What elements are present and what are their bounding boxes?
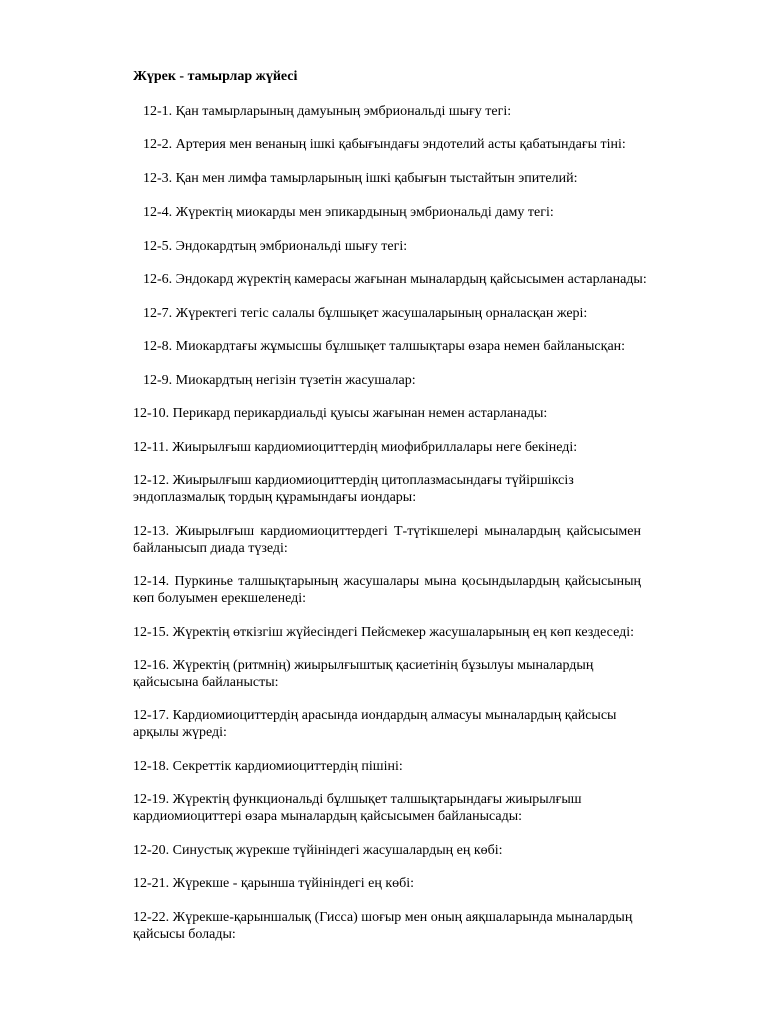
question-12-7: 12-7. Жүректегі тегіс салалы бұлшықет жасушаларының орналасқан жері:: [143, 306, 588, 321]
question-12-14: 12-14. Пуркинье талшықтарының жасушалары мына қосындылардың қайсысының көп болуымен ерекшеленеді:: [133, 574, 641, 606]
question-12-8: 12-8. Миокардтағы жұмысшы бұлшықет талшықтары өзара немен байланысқан:: [143, 339, 626, 354]
question-12-15: 12-15. Жүректің өткізгіш жүйесіндегі Пейсмекер жасушаларының ең көп кездеседі:: [133, 625, 634, 640]
question-12-10: 12-10. Перикард перикардиальді қуысы жағынан немен астарланады:: [133, 406, 548, 421]
question-12-18: 12-18. Секреттік кардиомиоциттердің пішіні:: [133, 759, 403, 774]
document-title: Жүрек - тамырлар жүйесі: [133, 69, 298, 84]
question-12-2: 12-2. Артерия мен венаның ішкі қабығындағы эндотелий асты қабатындағы тіні:: [143, 137, 626, 152]
question-12-3: 12-3. Қан мен лимфа тамырларының ішкі қабығын тыстайтын эпителий:: [143, 171, 578, 186]
question-12-12: 12-12. Жиырылғыш кардиомиоциттердің цитоплазмасындағы түйіршіксіз эндоплазмалық тордың құрамындағы иондары:: [133, 473, 574, 505]
question-12-17: 12-17. Кардиомиоциттердің арасында иондардың алмасуы мыналардың қайсысы арқылы жүреді:: [133, 708, 617, 740]
question-12-22: 12-22. Жүрекше-қарыншалық (Гисса) шоғыр мен оның аяқшаларында мыналардың қайсысы болады:: [133, 910, 633, 942]
question-12-1: 12-1. Қан тамырларының дамуының эмбриональді шығу тегі:: [143, 104, 512, 119]
question-12-9: 12-9. Миокардтың негізін түзетін жасушалар:: [143, 373, 416, 388]
question-12-20: 12-20. Синустық жүрекше түйініндегі жасушалардың ең көбі:: [133, 843, 503, 858]
question-12-6: 12-6. Эндокард жүректің камерасы жағынан мыналардың қайсысымен астарланады:: [143, 272, 647, 287]
question-12-5: 12-5. Эндокардтың эмбриональді шығу тегі:: [143, 239, 408, 254]
question-12-16: 12-16. Жүректің (ритмнің) жиырылғыштық қасиетінің бұзылуы мыналардың қайсысына байланысты:: [133, 658, 594, 690]
question-12-21: 12-21. Жүрекше - қарынша түйініндегі ең көбі:: [133, 876, 415, 891]
question-12-11: 12-11. Жиырылғыш кардиомиоциттердің миофибриллалары неге бекінеді:: [133, 440, 578, 455]
question-12-19: 12-19. Жүректің функциональді бұлшықет талшықтарындағы жиырылғыш кардиомиоциттері өзара мыналардың қайсысымен байланысады:: [133, 792, 582, 824]
question-12-4: 12-4. Жүректің миокарды мен эпикардының эмбриональді даму тегі:: [143, 205, 554, 220]
question-12-13: 12-13. Жиырылғыш кардиомиоциттердегі Т-түтікшелері мыналардың қайсысымен байланысып диада түзеді:: [133, 524, 641, 556]
